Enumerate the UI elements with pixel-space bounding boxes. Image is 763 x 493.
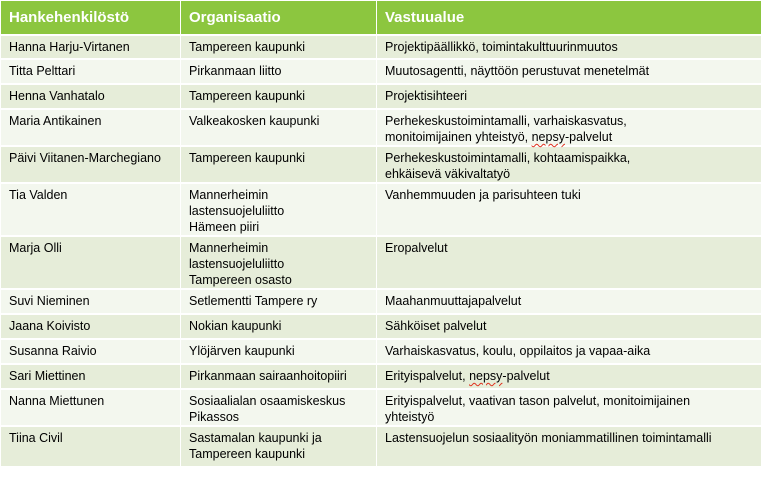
staff-cell: Tia Valden bbox=[1, 183, 181, 236]
table-row bbox=[1, 183, 762, 236]
organisation-cell: Tampereen kaupunki bbox=[181, 146, 377, 183]
table-row bbox=[1, 426, 762, 466]
staff-cell: Susanna Raivio bbox=[1, 339, 181, 364]
table-row bbox=[1, 364, 762, 389]
staff-cell: Nanna Miettunen bbox=[1, 389, 181, 426]
organisation-cell: Setlementti Tampere ry bbox=[181, 289, 377, 314]
staff-cell: Sari Miettinen bbox=[1, 364, 181, 389]
staff-cell: Henna Vanhatalo bbox=[1, 84, 181, 109]
staff-cell: Päivi Viitanen-Marchegiano bbox=[1, 146, 181, 183]
responsibility-cell: Perhekeskustoimintamalli, kohtaamispaikka, ehkäisevä väkivaltatyö bbox=[377, 146, 762, 183]
responsibility-cell: Muutosagentti, näyttöön perustuvat menetelmät bbox=[377, 59, 762, 84]
organisation-cell: Pirkanmaan liitto bbox=[181, 59, 377, 84]
staff-cell: Jaana Koivisto bbox=[1, 314, 181, 339]
responsibility-cell: Lastensuojelun sosiaalityön moniammatillinen toimintamalli bbox=[377, 426, 762, 466]
organisation-cell: Tampereen kaupunki bbox=[181, 84, 377, 109]
responsibility-cell: Erityispalvelut, vaativan tason palvelut, monitoimijainen yhteistyö bbox=[377, 389, 762, 426]
staff-cell: Titta Pelttari bbox=[1, 59, 181, 84]
organisation-cell: Pirkanmaan sairaanhoitopiiri bbox=[181, 364, 377, 389]
table-row bbox=[1, 289, 762, 314]
table-row bbox=[1, 84, 762, 109]
header-row bbox=[1, 1, 762, 36]
table-row bbox=[1, 146, 762, 183]
table-row bbox=[1, 109, 762, 146]
responsibility-cell: Varhaiskasvatus, koulu, oppilaitos ja vapaa-aika bbox=[377, 339, 762, 364]
responsibility-cell: Vanhemmuuden ja parisuhteen tuki bbox=[377, 183, 762, 236]
organisation-cell: Valkeakosken kaupunki bbox=[181, 109, 377, 146]
header-staff: Hankehenkilöstö bbox=[1, 1, 181, 36]
organisation-cell: Ylöjärven kaupunki bbox=[181, 339, 377, 364]
staff-cell: Tiina Civil bbox=[1, 426, 181, 466]
responsibility-cell: Eropalvelut bbox=[377, 236, 762, 289]
staff-cell: Marja Olli bbox=[1, 236, 181, 289]
organisation-cell: Mannerheimin lastensuojeluliitto Hämeen piiri bbox=[181, 183, 377, 236]
table-row bbox=[1, 236, 762, 289]
table-row bbox=[1, 314, 762, 339]
responsibility-cell: Maahanmuuttajapalvelut bbox=[377, 289, 762, 314]
table-row bbox=[1, 339, 762, 364]
responsibility-cell: Erityispalvelut, nepsy-palvelut bbox=[377, 364, 762, 389]
table-row bbox=[1, 59, 762, 84]
table-row bbox=[1, 35, 762, 59]
responsibility-cell: Projektipäällikkö, toimintakulttuurinmuutos bbox=[377, 35, 762, 59]
header-responsibility: Vastuualue bbox=[377, 1, 762, 36]
organisation-cell: Mannerheimin lastensuojeluliitto Tampereen osasto bbox=[181, 236, 377, 289]
table-row bbox=[1, 389, 762, 426]
responsibility-cell: Perhekeskustoimintamalli, varhaiskasvatus, monitoimijainen yhteistyö, nepsy-palvelut bbox=[377, 109, 762, 146]
organisation-cell: Tampereen kaupunki bbox=[181, 35, 377, 59]
staff-cell: Suvi Nieminen bbox=[1, 289, 181, 314]
header-organisation: Organisaatio bbox=[181, 1, 377, 36]
responsibility-cell: Projektisihteeri bbox=[377, 84, 762, 109]
responsibility-cell: Sähköiset palvelut bbox=[377, 314, 762, 339]
organisation-cell: Sosiaalialan osaamiskeskus Pikassos bbox=[181, 389, 377, 426]
organisation-cell: Nokian kaupunki bbox=[181, 314, 377, 339]
staff-cell: Hanna Harju-Virtanen bbox=[1, 35, 181, 59]
organisation-cell: Sastamalan kaupunki ja Tampereen kaupunki bbox=[181, 426, 377, 466]
staff-cell: Maria Antikainen bbox=[1, 109, 181, 146]
